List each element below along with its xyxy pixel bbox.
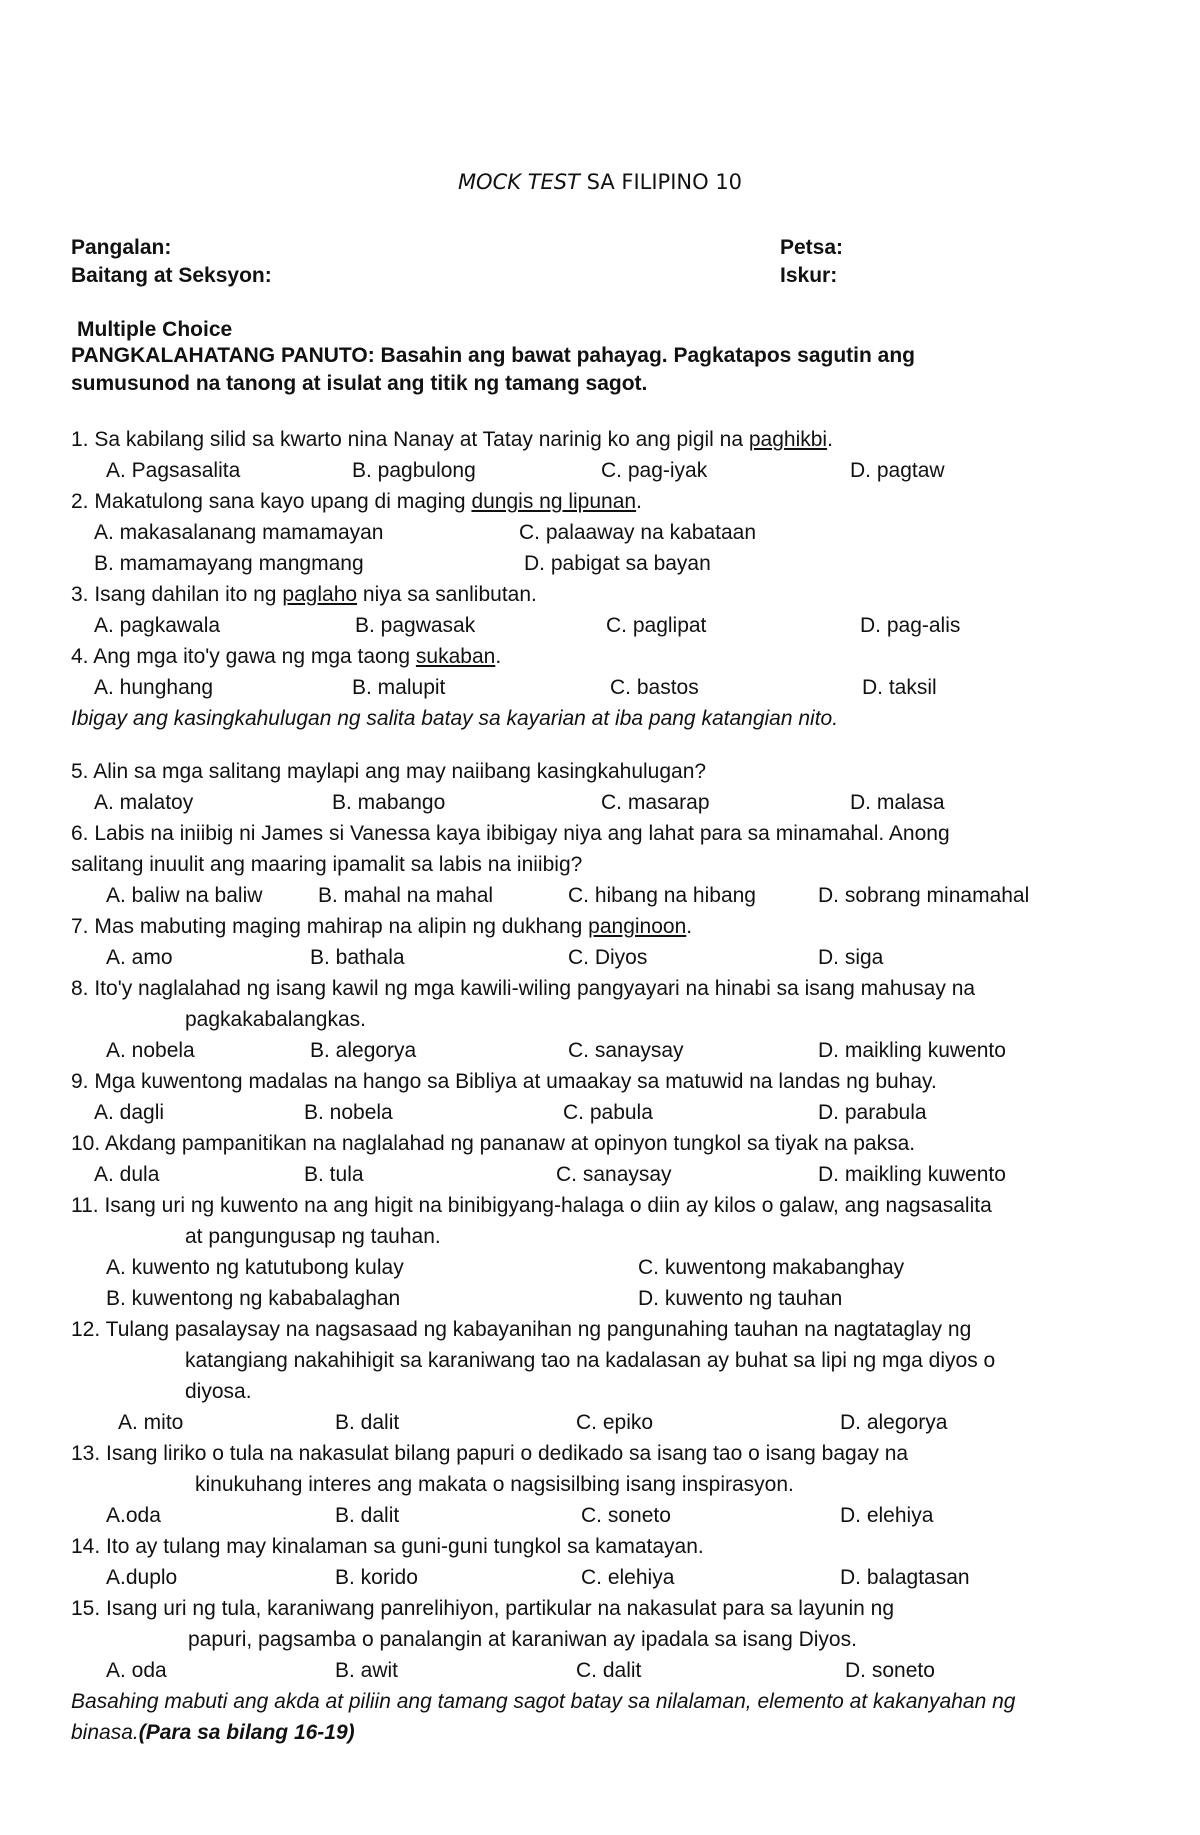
question-7-text: 7. Mas mabuting maging mahirap na alipin ng dukhang [71,915,589,938]
question-9: 9. Mga kuwentong madalas na hango sa Bibliya at umaakay sa matuwid na landas ng buhay. [71,1070,937,1093]
q11-choice-d: D. kuwento ng tauhan [638,1287,843,1310]
q5-choice-b: B. mabango [332,791,446,814]
q4-choice-d: D. taksil [862,676,937,699]
question-2-text: 2. Makatulong sana kayo upang di maging [71,490,472,513]
question-2-underlined: dungis ng lipunan [471,490,637,513]
q1-choice-a: A. Pagsasalita [106,459,241,482]
name-label: Pangalan: [71,236,172,259]
q3-choice-b: B. pagwasak [355,614,476,637]
q10-choice-d: D. maikling kuwento [818,1163,1006,1186]
question-2 [71,490,642,514]
section-type: Multiple Choice [77,318,233,341]
q8-choice-c: C. sanaysay [568,1039,684,1062]
question-10: 10. Akdang pampanitikan na naglalahad ng pananaw at opinyon tungkol sa tiyak na paksa. [71,1132,916,1155]
question-1-underlined: paghikbi [748,428,828,451]
question-4-text: 4. Ang mga ito'y gawa ng mga taong [71,645,416,668]
question-5: 5. Alin sa mga salitang maylapi ang may naiibang kasingkahulugan? [71,760,707,783]
q2-choice-a: A. makasalanang mamamayan [94,521,384,544]
q12-choice-b: B. dalit [335,1411,400,1434]
question-11-line-1: 11. Isang uri ng kuwento na ang higit na binibigyang-halaga o diin ay kilos o galaw, ang nagsasalita [71,1194,992,1217]
question-2-end: . [636,490,642,513]
q12-choice-c: C. epiko [576,1411,654,1434]
question-11-line-2: at pangungusap ng tauhan. [185,1225,441,1248]
q1-choice-b: B. pagbulong [352,459,476,482]
question-3 [71,583,537,607]
q2-choice-b: B. mamamayang mangmang [94,552,364,575]
q8-choice-a: A. nobela [106,1039,195,1062]
q1-choice-c: C. pag-iyak [601,459,708,482]
q6-choice-a: A. baliw na baliw [106,884,263,907]
question-12-line-2: katangiang nakahihigit sa karaniwang tao na kadalasan ay buhat sa lipi ng mga diyos o [185,1349,996,1372]
question-13-line-2: kinukuhang interes ang makata o nagsisilbing isang inspirasyon. [195,1473,794,1496]
q11-choice-a: A. kuwento ng katutubong kulay [106,1256,404,1279]
q7-choice-d: D. siga [818,946,884,969]
q4-choice-c: C. bastos [610,676,699,699]
q10-choice-b: B. tula [304,1163,364,1186]
question-1-end: . [827,428,833,451]
q14-choice-d: D. balagtasan [840,1566,970,1589]
question-1-text: 1. Sa kabilang silid sa kwarto nina Nanay at Tatay narinig ko ang pigil na [71,428,749,451]
q14-choice-a: A.duplo [106,1566,178,1589]
instruction-reading-line-2 [71,1721,355,1745]
general-directions-line-1: PANGKALAHATANG PANUTO: Basahin ang bawat pahayag. Pagkatapos sagutin ang [71,344,915,367]
question-4 [71,645,501,669]
date-label: Petsa: [780,236,844,259]
page-title [0,170,1200,194]
question-4-underlined: sukaban [415,645,496,668]
q8-choice-d: D. maikling kuwento [818,1039,1006,1062]
q15-choice-c: C. dalit [576,1659,642,1682]
q10-choice-c: C. sanaysay [556,1163,672,1186]
question-7-underlined: panginoon [588,915,687,938]
question-8-line-2: pagkakabalangkas. [185,1008,366,1031]
title-rest: SA FILIPINO 10 [579,170,743,194]
q4-choice-b: B. malupit [352,676,446,699]
q10-choice-a: A. dula [94,1163,160,1186]
q14-choice-b: B. korido [335,1566,418,1589]
q14-choice-c: C. elehiya [581,1566,675,1589]
q3-choice-a: A. pagkawala [94,614,221,637]
q6-choice-c: C. hibang na hibang [568,884,756,907]
q6-choice-b: B. mahal na mahal [318,884,494,907]
question-3-underlined: paglaho [282,583,358,606]
instruction-reading-text: binasa. [71,1721,139,1744]
question-4-end: . [495,645,502,668]
q13-choice-a: A.oda [106,1504,161,1527]
score-label: Iskur: [780,264,838,287]
q9-choice-a: A. dagli [94,1101,165,1124]
question-15-line-1: 15. Isang uri ng tula, karaniwang panrelihiyon, partikular na nakasulat para sa layunin ng [71,1597,895,1620]
instruction-reading-line-1: Basahing mabuti ang akda at piliin ang tamang sagot batay sa nilalaman, elemento at kakanyahan ng [71,1690,1016,1713]
general-directions-line-2: sumusunod na tanong at isulat ang titik ng tamang sagot. [71,372,648,395]
question-14: 14. Ito ay tulang may kinalaman sa guni-guni tungkol sa kamatayan. [71,1535,704,1558]
q7-choice-a: A. amo [106,946,173,969]
q8-choice-b: B. alegorya [310,1039,417,1062]
q15-choice-b: B. awit [335,1659,399,1682]
q15-choice-d: D. soneto [845,1659,935,1682]
question-3-end: niya sa sanlibutan. [357,583,537,606]
q13-choice-b: B. dalit [335,1504,400,1527]
q12-choice-a: A. mito [118,1411,184,1434]
question-13-line-1: 13. Isang liriko o tula na nakasulat bilang papuri o dedikado sa isang tao o isang bagay na [71,1442,909,1465]
question-7-end: . [686,915,693,938]
q13-choice-c: C. soneto [581,1504,671,1527]
q5-choice-d: D. malasa [850,791,945,814]
q9-choice-c: C. pabula [563,1101,653,1124]
question-15-line-2: papuri, pagsamba o panalangin at karaniwan ay ipadala sa isang Diyos. [188,1628,857,1651]
instruction-synonyms: Ibigay ang kasingkahulugan ng salita batay sa kayarian at iba pang katangian nito. [71,707,839,730]
q13-choice-d: D. elehiya [840,1504,934,1527]
q12-choice-d: D. alegorya [840,1411,948,1434]
q15-choice-a: A. oda [106,1659,167,1682]
q2-choice-d: D. pabigat sa bayan [524,552,711,575]
q6-choice-d: D. sobrang minamahal [818,884,1030,907]
question-12-line-3: diyosa. [185,1380,252,1403]
question-12-line-1: 12. Tulang pasalaysay na nagsasaad ng kabayanihan ng pangunahing tauhan na nagtataglay ng [71,1318,972,1341]
q11-choice-b: B. kuwentong ng kababalaghan [106,1287,401,1310]
q9-choice-d: D. parabula [818,1101,927,1124]
grade-section-label: Baitang at Seksyon: [71,264,272,287]
q5-choice-a: A. malatoy [94,791,194,814]
question-8-line-1: 8. Ito'y naglalahad ng isang kawil ng mga kawili-wiling pangyayari na hinabi sa isang mahusay na [71,977,976,1000]
q9-choice-b: B. nobela [304,1101,393,1124]
question-6-line-1: 6. Labis na iniibig ni James si Vanessa kaya ibibigay niya ang lahat para sa minamahal. Anong [71,822,950,845]
q7-choice-c: C. Diyos [568,946,648,969]
question-6-line-2: salitang inuulit ang maaring ipamalit sa labis na iniibig? [71,853,583,876]
q5-choice-c: C. masarap [601,791,710,814]
q3-choice-c: C. paglipat [606,614,707,637]
instruction-reading-range: (Para sa bilang 16-19) [138,1721,355,1744]
q11-choice-c: C. kuwentong makabanghay [638,1256,905,1279]
question-7 [71,915,692,939]
title-italic: MOCK TEST [457,170,580,194]
q7-choice-b: B. bathala [310,946,405,969]
q2-choice-c: C. palaaway na kabataan [519,521,756,544]
question-3-text: 3. Isang dahilan ito ng [71,583,283,606]
question-1 [71,428,833,452]
q1-choice-d: D. pagtaw [850,459,945,482]
q3-choice-d: D. pag-alis [860,614,961,637]
q4-choice-a: A. hunghang [94,676,214,699]
